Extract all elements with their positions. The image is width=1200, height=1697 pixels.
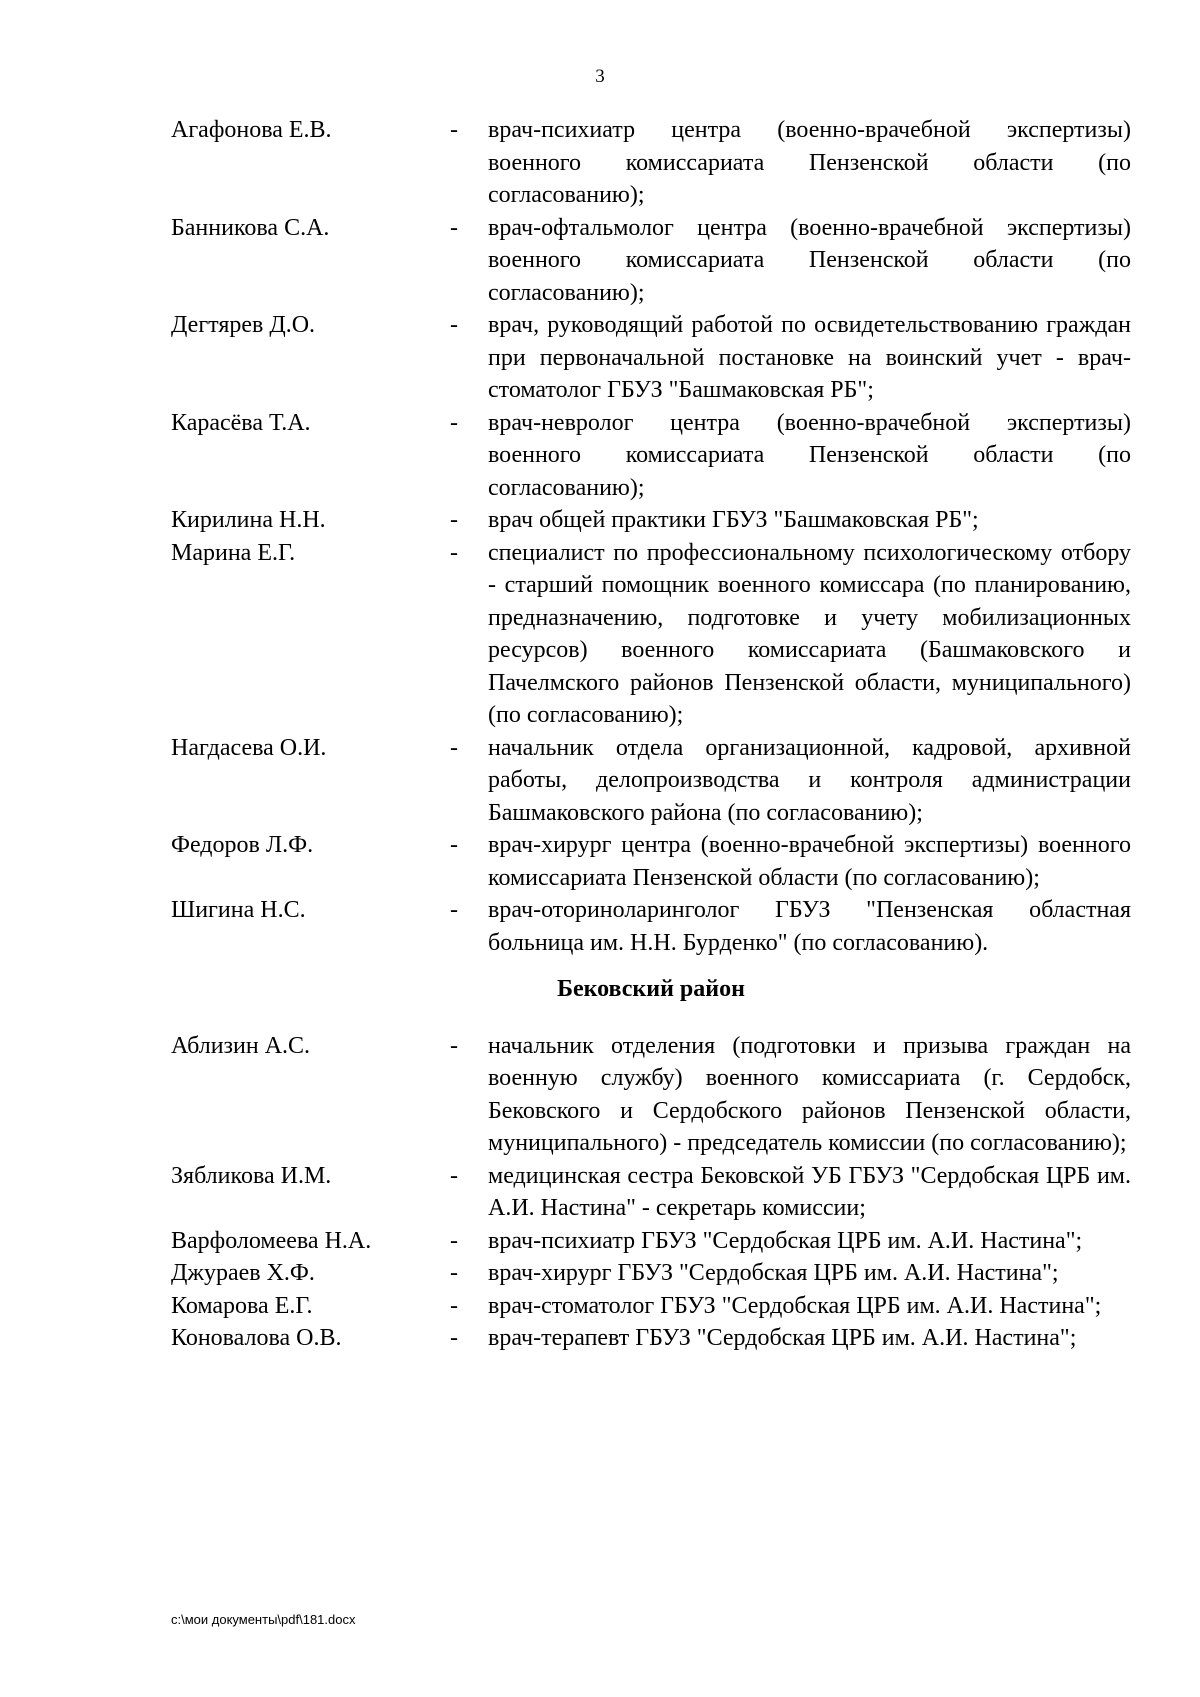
entry-komarova — [171, 1290, 1131, 1323]
entry-name: Шигина Н.С. — [171, 897, 306, 923]
entry-name: Комарова Е.Г. — [171, 1292, 313, 1319]
entry-bannikova — [171, 212, 1131, 310]
entry-dash: - — [450, 117, 458, 143]
entry-description: начальник отдела организационной, кадровой, архивной работы, делопроизводства и контроля администрации Башмаковского района (по согласованию); — [488, 734, 1131, 826]
section-heading: Бековский район — [557, 976, 745, 1002]
entry-konovalova — [171, 1322, 1131, 1355]
entry-ablizin — [171, 1030, 1131, 1160]
page-number: 3 — [595, 66, 605, 87]
entry-dzhuraev — [171, 1257, 1131, 1290]
entry-agafonova — [171, 114, 1131, 212]
entry-dash: - — [450, 1227, 458, 1254]
entry-dash: - — [450, 1162, 458, 1189]
entry-name: Банникова С.А. — [171, 214, 330, 241]
entry-name: Джураев Х.Ф. — [171, 1260, 315, 1286]
entry-dash: - — [450, 832, 458, 858]
entry-description: врач-психиатр ГБУЗ "Сердобская ЦРБ им. А.И. Настина"; — [488, 1227, 1083, 1254]
entry-description: врач-терапевт ГБУЗ "Сердобская ЦРБ им. А.И. Настина"; — [488, 1325, 1077, 1351]
entry-description: врач-невролог центра (военно-врачебной экспертизы) военного комиссариата Пензенской области (по согласованию); — [488, 409, 1131, 501]
entry-dash: - — [450, 1292, 458, 1319]
entry-dash: - — [450, 214, 458, 241]
entry-dash: - — [450, 409, 458, 436]
entry-dash: - — [450, 1032, 458, 1059]
entry-marina — [171, 537, 1131, 732]
entry-description: врач-оториноларинголог ГБУЗ "Пензенская областная больница им. Н.Н. Бурденко" (по согласованию). — [488, 897, 1131, 956]
entry-varfolomeeva — [171, 1225, 1131, 1258]
entry-description: врач-хирург центра (военно-врачебной экспертизы) военного комиссариата Пензенской области (по согласованию); — [488, 832, 1131, 891]
entry-fedorov — [171, 829, 1131, 894]
entry-dash: - — [450, 734, 458, 761]
entry-description: специалист по профессиональному психологическому отбору - старший помощник военного комиссара (по планированию, предназначению, подготовке и учету мобилизационных ресурсов) военного комиссариата (Башмаковского и Пачелмского районов Пензенской области, муниципального) (по согласованию); — [488, 539, 1131, 728]
entry-dash: - — [450, 312, 458, 338]
entry-description: начальник отделения (подготовки и призыва граждан на военную службу) военного комиссариата (г. Сердобск, Бековского и Сердобского районов Пензенской области, муниципального) - председатель комиссии (по согласованию); — [488, 1032, 1131, 1156]
entry-description: врач, руководящий работой по освидетельствованию граждан при первоначальной постановке на воинский учет - врач-стоматолог ГБУЗ "Башмаковская РБ"; — [488, 312, 1131, 403]
entry-name: Коновалова О.В. — [171, 1325, 342, 1351]
entry-shigina — [171, 894, 1131, 959]
entry-karaseva — [171, 407, 1131, 505]
entry-description: врач-хирург ГБУЗ "Сердобская ЦРБ им. А.И. Настина"; — [488, 1260, 1059, 1286]
entry-name: Марина Е.Г. — [171, 539, 296, 566]
entry-description: врач-офтальмолог центра (военно-врачебной экспертизы) военного комиссариата Пензенской области (по согласованию); — [488, 214, 1131, 306]
entry-description: медицинская сестра Бековской УБ ГБУЗ "Сердобская ЦРБ им. А.И. Настина" - секретарь комиссии; — [488, 1162, 1131, 1221]
entry-dash: - — [450, 1260, 458, 1286]
entry-degtyarev — [171, 309, 1131, 407]
entry-name: Зябликова И.М. — [171, 1162, 332, 1189]
entry-description: врач общей практики ГБУЗ "Башмаковская РБ"; — [488, 507, 979, 533]
entry-name: Варфоломеева Н.А. — [171, 1227, 372, 1254]
entry-nagdaseva — [171, 732, 1131, 830]
entry-name: Кирилина Н.Н. — [171, 507, 326, 533]
entry-name: Аблизин А.С. — [171, 1032, 311, 1059]
entry-dash: - — [450, 539, 458, 566]
entry-name: Федоров Л.Ф. — [171, 832, 314, 858]
entry-name: Дегтярев Д.О. — [171, 312, 316, 338]
entry-dash: - — [450, 507, 458, 533]
entry-name: Карасёва Т.А. — [171, 409, 311, 436]
entry-description: врач-психиатр центра (военно-врачебной экспертизы) военного комиссариата Пензенской области (по согласованию); — [488, 117, 1131, 208]
entry-zyablikova — [171, 1160, 1131, 1225]
entry-name: Нагдасева О.И. — [171, 734, 327, 761]
entry-dash: - — [450, 897, 458, 923]
footer-file-path: c:\мои документы\pdf\181.docx — [171, 1612, 356, 1627]
entry-name: Агафонова Е.В. — [171, 117, 332, 143]
entry-dash: - — [450, 1325, 458, 1351]
entry-kirilina — [171, 504, 1131, 537]
document-body — [171, 114, 1131, 1355]
entry-description: врач-стоматолог ГБУЗ "Сердобская ЦРБ им. А.И. Настина"; — [488, 1292, 1102, 1319]
